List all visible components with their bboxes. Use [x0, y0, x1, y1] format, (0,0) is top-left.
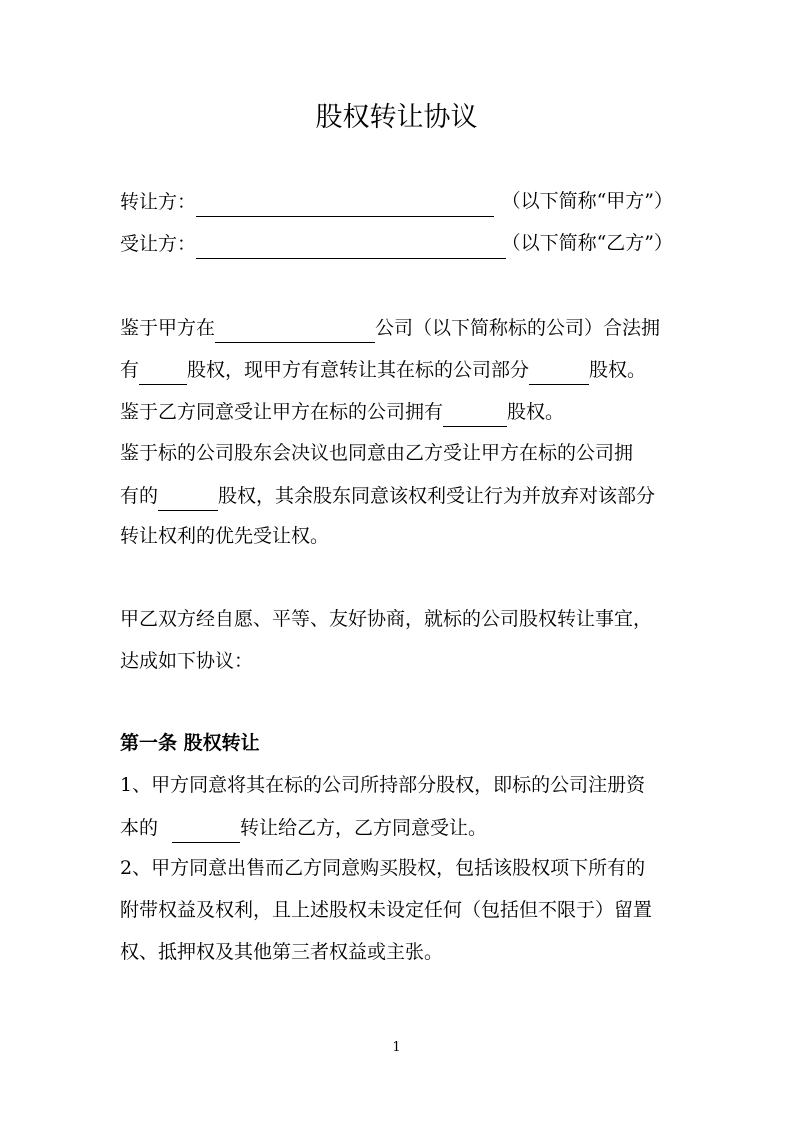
- company-name-blank[interactable]: [215, 312, 375, 343]
- recital-text: 有的: [120, 485, 159, 507]
- clause-text: 附带权益及权利，且上述股权未设定任何（包括但不限于）留置: [120, 899, 653, 921]
- transferee-label: 受让方：: [120, 233, 197, 255]
- article-1-heading: 第一条 股权转让: [120, 732, 260, 754]
- approved-share-blank[interactable]: [158, 480, 218, 511]
- page-number: 1: [392, 1040, 401, 1055]
- transferee-suffix: （以下简称“乙方”）: [501, 232, 673, 254]
- recital-text: 鉴于乙方同意受让甲方在标的公司拥有: [120, 401, 444, 423]
- document-title: 股权转让协议: [315, 102, 478, 133]
- transfer-share-blank[interactable]: [529, 354, 589, 385]
- clause-1-line-2: [120, 812, 487, 842]
- clause-2-line-3: [120, 937, 443, 967]
- recital-3-line-1: [120, 438, 633, 468]
- agreement-line-1: [120, 604, 652, 634]
- transferor-line: [120, 186, 494, 216]
- recital-text: 公司（以下简称标的公司）合法拥: [375, 317, 661, 339]
- recital-1-line-1: [120, 312, 660, 342]
- recital-text: 股权，其余股东同意该权利受让行为并放弃对该部分: [218, 485, 656, 507]
- recital-text: 转让权利的优先受让权。: [120, 525, 330, 547]
- agreement-text: 达成如下协议：: [120, 650, 254, 672]
- recital-text: 股权。: [589, 359, 647, 381]
- recital-2: [120, 396, 564, 426]
- clause-2-line-2: [120, 895, 652, 925]
- recital-1-line-2: [120, 354, 646, 384]
- clause-text: 本的: [120, 817, 159, 839]
- held-share-blank[interactable]: [139, 354, 187, 385]
- recital-3-line-2: [120, 480, 655, 510]
- clause-text: 权、抵押权及其他第三者权益或主张。: [120, 941, 444, 963]
- recital-text: 股权。: [507, 401, 565, 423]
- agreement-line-2: [120, 646, 253, 676]
- transferee-line: [120, 228, 506, 258]
- clause-2-line-1: [120, 853, 645, 883]
- recital-text: 股权，现甲方有意转让其在标的公司部分: [187, 359, 530, 381]
- agreement-text: 甲乙双方经自愿、平等、友好协商，就标的公司股权转让事宜，: [120, 608, 653, 630]
- acquire-share-blank[interactable]: [443, 396, 507, 427]
- clause-1-line-1: [120, 770, 645, 800]
- clause-text: 转让给乙方，乙方同意受让。: [240, 817, 488, 839]
- recital-text: 鉴于甲方在: [120, 317, 216, 339]
- recital-3-line-3: [120, 521, 329, 551]
- registered-capital-blank[interactable]: [172, 812, 240, 843]
- recital-text: 鉴于标的公司股东会决议也同意由乙方受让甲方在标的公司拥: [120, 442, 634, 464]
- transferor-label: 转让方：: [120, 191, 197, 213]
- recital-text: 有: [120, 359, 140, 381]
- transferor-blank[interactable]: [196, 186, 494, 217]
- clause-text: 1、甲方同意将其在标的公司所持部分股权，即标的公司注册资: [120, 774, 646, 796]
- clause-text: 2、甲方同意出售而乙方同意购买股权，包括该股权项下所有的: [120, 857, 646, 879]
- transferee-blank[interactable]: [196, 228, 506, 259]
- transferor-suffix: （以下简称“甲方”）: [501, 190, 673, 212]
